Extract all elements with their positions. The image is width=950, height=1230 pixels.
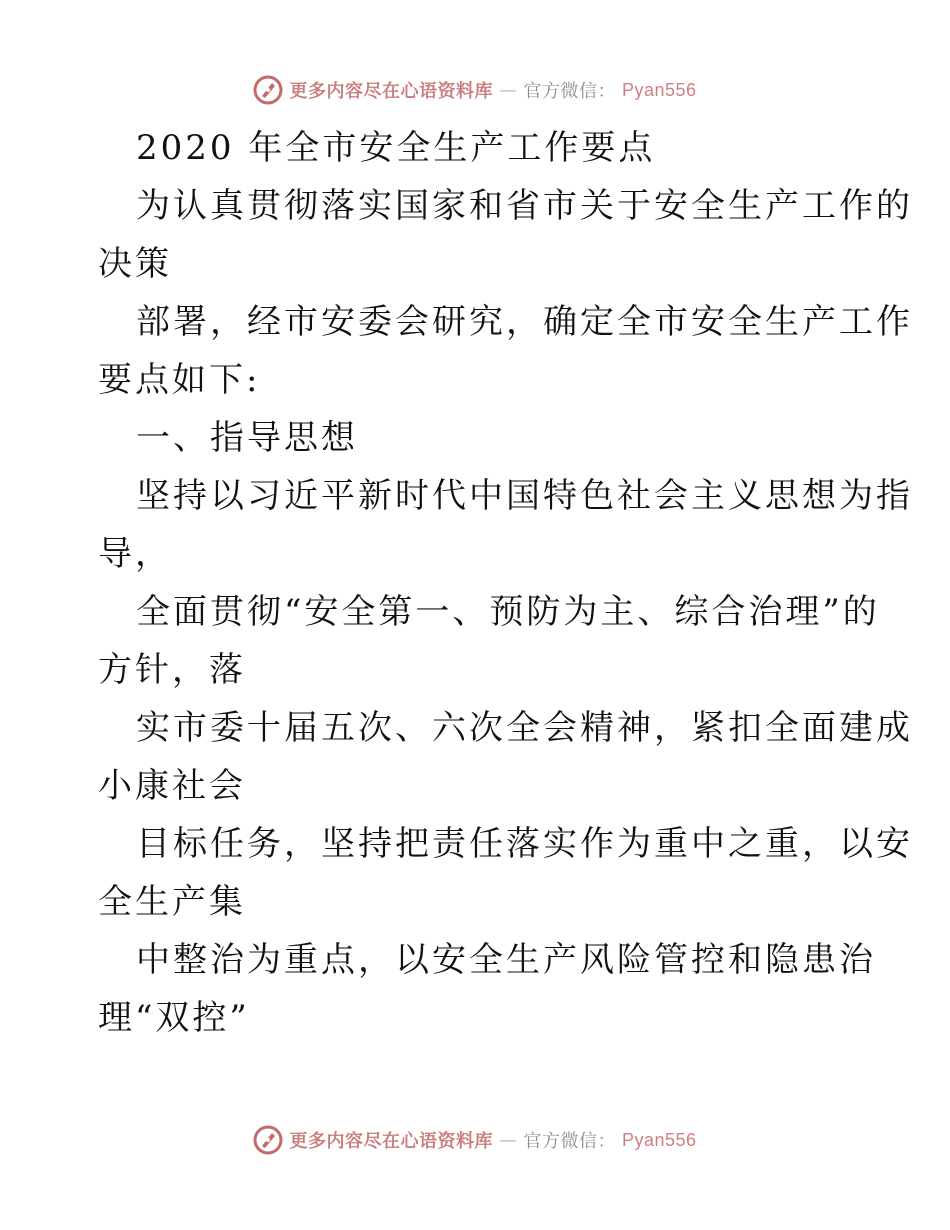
paragraph-line: 决策: [98, 244, 172, 284]
paragraph-line: 实市委十届五次、六次全会精神，紧扣全面建成: [136, 708, 913, 748]
watermark-title: 更多内容尽在心语资料库: [289, 1131, 493, 1152]
pen-nib-logo-icon: [253, 75, 283, 105]
paragraph-line: 方针，落: [98, 650, 246, 690]
paragraph-line: 导，: [98, 534, 172, 574]
paragraph-line: 为认真贯彻落实国家和省市关于安全生产工作的: [136, 186, 913, 226]
section-heading: 一、指导思想: [136, 418, 358, 458]
footer-watermark: [0, 1120, 950, 1160]
watermark-title: 更多内容尽在心语资料库: [289, 81, 493, 102]
paragraph-line: 要点如下:: [98, 360, 261, 400]
paragraph-line: 理“双控”: [98, 998, 250, 1038]
watermark-dash: —: [498, 79, 518, 101]
watermark-label: 官方微信：: [523, 81, 616, 102]
watermark-wechat-id: Pyan556: [621, 1129, 697, 1150]
watermark-wechat-id: Pyan556: [621, 79, 697, 100]
paragraph-line: 中整治为重点，以安全生产风险管控和隐患治: [136, 940, 876, 980]
paragraph-line: 坚持以习近平新时代中国特色社会主义思想为指: [136, 476, 913, 516]
document-body: [98, 119, 913, 1047]
paragraph-line: 部署，经市安委会研究，确定全市安全生产工作: [136, 302, 913, 342]
paragraph-line: 目标任务，坚持把责任落实作为重中之重，以安: [136, 824, 913, 864]
watermark-label: 官方微信：: [523, 1131, 616, 1152]
document-title: 2020 年全市安全生产工作要点: [136, 128, 656, 168]
header-watermark: [0, 70, 950, 110]
paragraph-line: 全生产集: [98, 882, 246, 922]
pen-nib-logo-icon: [253, 1125, 283, 1155]
paragraph-line: 全面贯彻“安全第一、预防为主、综合治理”的: [136, 592, 880, 632]
paragraph-line: 小康社会: [98, 766, 246, 806]
watermark-dash: —: [498, 1129, 518, 1151]
